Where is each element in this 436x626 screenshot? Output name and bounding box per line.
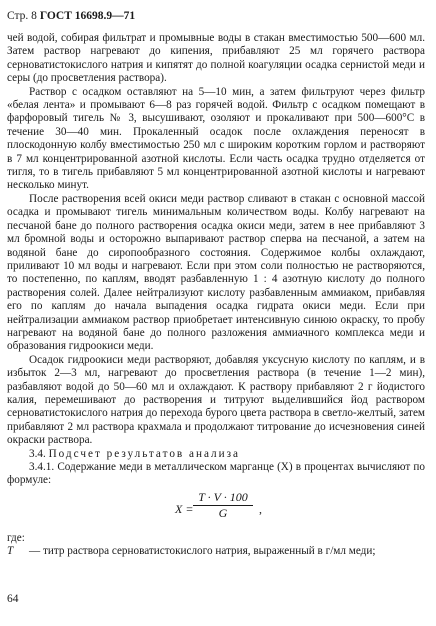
formula-lhs: X = [175,501,194,516]
formula-comma: , [259,501,262,516]
section-title: Подсчет результатов анализа [48,447,240,460]
section-heading [7,448,425,461]
page-number: 64 [7,593,19,605]
formula-fraction [193,491,253,521]
definition-symbol: T [7,545,14,558]
paragraph-3: После растворения всей окиси меди раствор сливают в стакан с основной массой осадка и промывают тигель минимальным количеством воды. Колбу нагревают на песчаной бане до полного растворения осадка окиси меди, затем в нее прибавляют 3 мл бромной воды и осторожно выпаривают раствор сперва на песчаной, а затем на водяной бане до сиропообразного состояния. Содержимое колбы охлаждают, приливают 10 мл воды и нагревают. Если при этом соли полностью не растворяются, то постепенно, по каплям, вводят разбавленную 1 : 4 азотную кислоту до полного растворения солей. Далее нейтрализуют кислоту разбавленным аммиаком, прибавляя его по каплям до начала выпадения осадка гидрата окиси меди. Если при нейтрализации аммиаком раствор приобретает интенсивную синюю окраску, то пробу нагревают на водяной бане до полного разложения аммиачного комплекса меди и образования гидроокиси меди. [7,192,425,353]
definition-text: — титр раствора серноватистокислого натрия, выраженный в г/мл меди; [29,545,376,558]
definition-item [7,545,425,558]
page-label: Стр. 8 [7,10,37,22]
paragraph-5: 3.4.1. Содержание меди в металлическом марганце (X) в процентах вычисляют по формуле: [7,461,425,487]
paragraph-1: чей водой, собирая фильтрат и промывные воды в стакан вместимостью 500—600 мл. Затем раствор нагревают до кипения, прибавляют 25 мл горячего раствора серноватистокислого натрия и кипятят до полной коагуляции осадка сернистой меди и серы (до просветления раствора). [7,32,425,85]
formula-denominator: G [218,506,228,521]
where-label: где: [7,531,25,544]
paragraph-2: Раствор с осадком оставляют на 5—10 мин, а затем фильтруют через фильтр «белая лента» и промывают 6—8 раз горячей водой. Фильтр с осадком помещают в фарфоровый тигель № 3, высушивают, озоляют и прокаливают при 500—600°С в течение 30—40 мин. Прокаленный осадок после охлаждения переносят в плоскодонную колбу вместимостью 250 мл с широким коротким горлом и растворяют в 7 мл концентрированной азотной кислоты. Если часть осадка трудно отделяется от тигля, то в тигель прибавляют 5 мл концентрированной азотной кислоты и нагревают несколько минут. [7,85,425,192]
formula [7,490,425,530]
paragraph-4: Осадок гидроокиси меди растворяют, добавляя уксусную кислоту по каплям, и в избыток 2—3 мл, нагревают до просветления раствора (в течение 1—2 мин), разбавляют водой до 50—60 мл и охлаждают. К раствору прибавляют 2 г йодистого калия, перемешивают до растворения и титруют выделившийся йод раствором серноватистокислого натрия до перехода бурого цвета раствора в светло-желтый, затем прибавляют 2 мл раствора крахмала и продолжают титрование до исчезновения синей окраски раствора. [7,353,425,447]
page-header [7,10,135,22]
standard-number: ГОСТ 16698.9—71 [39,10,136,22]
section-number: 3.4. [29,447,46,460]
formula-numerator: T · V · 100 [193,491,253,506]
document-body [7,32,425,559]
